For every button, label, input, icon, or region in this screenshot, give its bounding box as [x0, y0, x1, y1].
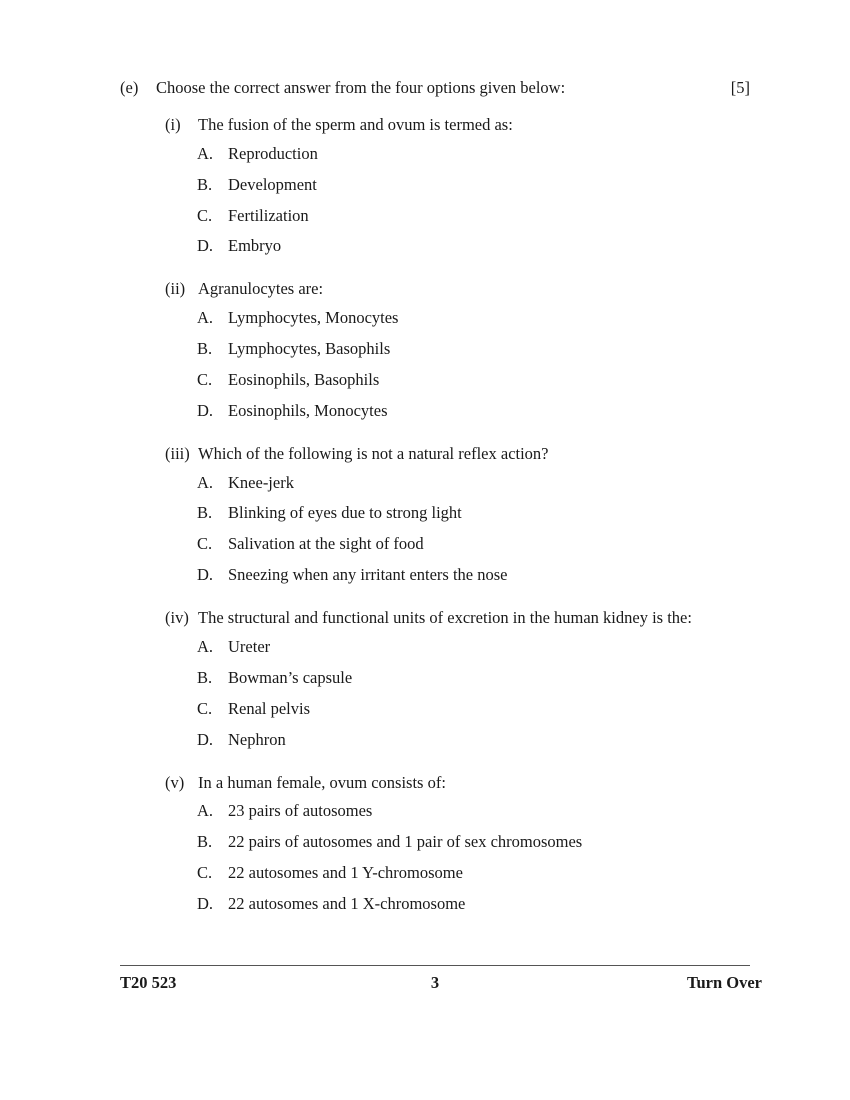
paper-code: T20 523	[120, 973, 177, 992]
option-text: Fertilization	[228, 205, 309, 225]
question-number: (v)	[165, 772, 185, 792]
option-item[interactable]	[197, 370, 750, 391]
option-item[interactable]	[197, 401, 750, 422]
option-text: 22 pairs of autosomes and 1 pair of sex chromosomes	[228, 832, 583, 852]
option-item[interactable]	[197, 473, 750, 494]
part-label: (e)	[120, 78, 139, 97]
question-text: In a human female, ovum consists of:	[198, 772, 446, 792]
option-text: 23 pairs of autosomes	[228, 801, 373, 821]
option-item[interactable]	[197, 175, 750, 196]
option-item[interactable]	[197, 637, 750, 658]
question-stem	[165, 608, 750, 629]
option-letter: C.	[197, 698, 213, 718]
option-text: Lymphocytes, Basophils	[228, 339, 391, 358]
option-letter: D.	[197, 729, 214, 749]
option-item[interactable]	[197, 801, 750, 822]
option-text: Knee-jerk	[228, 472, 294, 492]
page-footer	[120, 965, 762, 995]
question-text: Agranulocytes are:	[198, 279, 324, 299]
option-letter: B.	[197, 174, 213, 194]
footer-divider	[120, 965, 750, 966]
option-text: Lymphocytes, Monocytes	[228, 308, 399, 328]
option-item[interactable]	[197, 565, 750, 586]
option-letter: A.	[197, 472, 214, 492]
option-letter: A.	[197, 801, 214, 821]
option-text: Eosinophils, Monocytes	[228, 400, 388, 420]
option-item[interactable]	[197, 832, 750, 853]
option-letter: C.	[197, 534, 213, 554]
option-item[interactable]	[197, 236, 750, 257]
question-stem	[165, 444, 750, 465]
option-text: Embryo	[228, 236, 282, 256]
option-letter: C.	[197, 863, 213, 883]
option-text: Development	[228, 174, 317, 194]
option-text: 22 autosomes and 1 Y-chromosome	[228, 863, 463, 883]
option-letter: D.	[197, 400, 214, 420]
option-text: Bowman’s capsule	[228, 667, 353, 687]
option-list	[165, 473, 750, 587]
page-number: 3	[430, 973, 440, 992]
option-item[interactable]	[197, 144, 750, 165]
part-e-heading	[120, 78, 750, 99]
footer-row	[120, 973, 762, 995]
question-stem	[165, 773, 750, 794]
question-number: (i)	[165, 114, 181, 134]
question-stem	[165, 115, 750, 136]
question-block	[120, 444, 750, 586]
part-instruction-text: Choose the correct answer from the four options given below:	[156, 78, 566, 97]
turn-over-label: Turn Over	[686, 973, 762, 992]
question-block	[120, 773, 750, 915]
question-stem	[165, 279, 750, 300]
option-letter: A.	[197, 308, 214, 328]
option-text: Salivation at the sight of food	[228, 534, 424, 554]
option-letter: A.	[197, 636, 214, 656]
option-item[interactable]	[197, 699, 750, 720]
option-text: Nephron	[228, 729, 286, 749]
option-text: Sneezing when any irritant enters the nose	[228, 565, 508, 585]
option-list	[165, 144, 750, 258]
option-letter: B.	[197, 667, 213, 687]
option-letter: D.	[197, 236, 214, 256]
option-text: Renal pelvis	[228, 698, 311, 718]
option-letter: C.	[197, 369, 213, 389]
option-text: Blinking of eyes due to strong light	[228, 503, 462, 523]
option-item[interactable]	[197, 503, 750, 524]
question-text: Which of the following is not a natural reflex action?	[198, 443, 549, 463]
question-block	[120, 115, 750, 257]
questions-list	[120, 115, 750, 915]
option-item[interactable]	[197, 730, 750, 751]
option-list	[165, 637, 750, 751]
question-text: The structural and functional units of excretion in the human kidney is the:	[198, 608, 692, 628]
option-letter: A.	[197, 143, 214, 163]
option-letter: B.	[197, 832, 213, 852]
question-block	[120, 608, 750, 750]
option-item[interactable]	[197, 894, 750, 915]
option-item[interactable]	[197, 339, 750, 360]
question-text: The fusion of the sperm and ovum is termed as:	[198, 114, 513, 134]
question-number: (iv)	[165, 608, 189, 628]
option-text: 22 autosomes and 1 X-chromosome	[228, 894, 466, 914]
option-item[interactable]	[197, 534, 750, 555]
question-number: (ii)	[165, 279, 186, 299]
option-letter: D.	[197, 894, 214, 914]
option-letter: C.	[197, 205, 213, 225]
option-list	[165, 308, 750, 422]
question-content-column	[120, 78, 750, 915]
option-text: Eosinophils, Basophils	[228, 369, 380, 389]
option-list	[165, 801, 750, 915]
question-number: (iii)	[165, 443, 190, 463]
option-item[interactable]	[197, 206, 750, 227]
option-text: Ureter	[228, 636, 271, 656]
option-letter: B.	[197, 339, 213, 358]
option-item[interactable]	[197, 863, 750, 884]
option-letter: D.	[197, 565, 214, 585]
marks-allocation: [5]	[730, 78, 750, 97]
option-letter: B.	[197, 503, 213, 523]
option-text: Reproduction	[228, 143, 318, 163]
option-item[interactable]	[197, 668, 750, 689]
option-item[interactable]	[197, 308, 750, 329]
question-block	[120, 279, 750, 421]
